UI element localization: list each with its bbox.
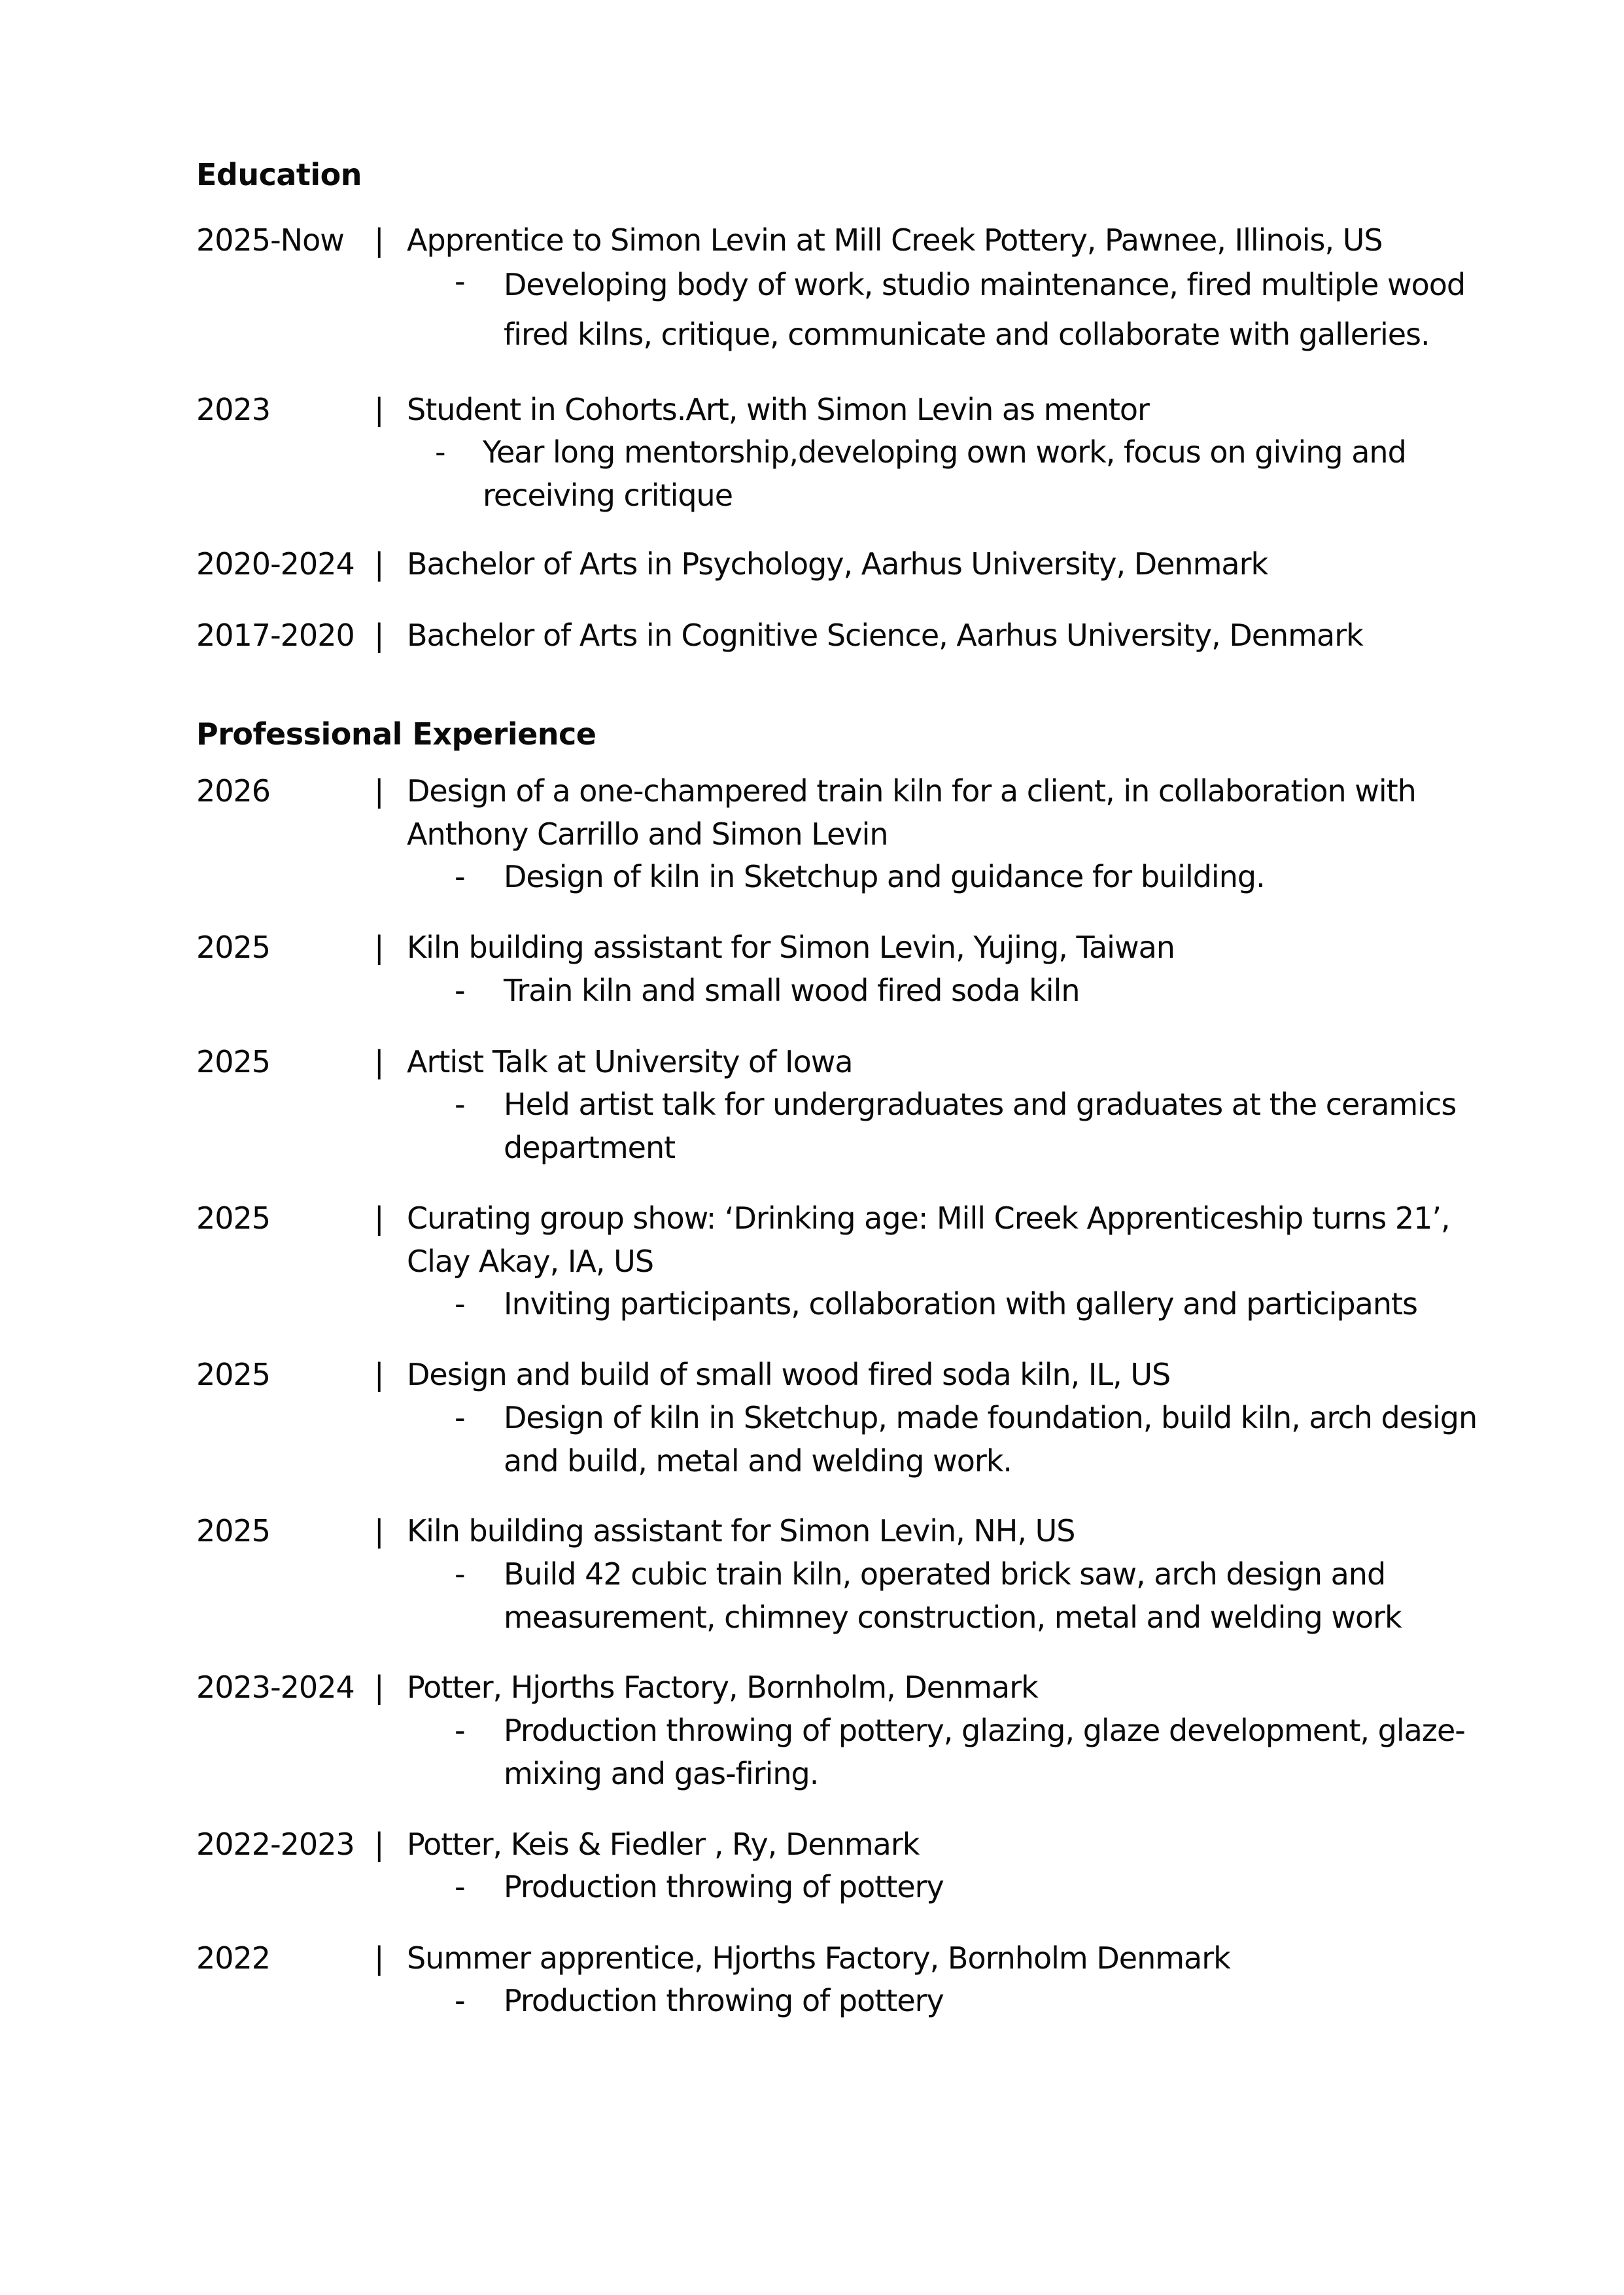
entry-title: Kiln building assistant for Simon Levin, Yujing, Taiwan xyxy=(407,930,1175,965)
entry-year: 2022 xyxy=(196,1940,271,1976)
separator: | xyxy=(374,930,385,965)
entry-year: 2025 xyxy=(196,930,271,965)
entry-title: Artist Talk at University of Iowa xyxy=(407,1044,853,1079)
entry-title: Apprentice to Simon Levin at Mill Creek Pottery, Pawnee, Illinois, US xyxy=(407,222,1383,258)
separator: | xyxy=(374,618,385,653)
experience-heading: Professional Experience xyxy=(196,716,596,752)
entry-title: Summer apprentice, Hjorths Factory, Bornholm Denmark xyxy=(407,1940,1230,1976)
entry-title: Design and build of small wood fired soda kiln, IL, US xyxy=(407,1357,1171,1392)
bullet-dash: - xyxy=(435,434,446,470)
entry-detail: Year long mentorship,developing own work, focus on giving and receiving critique xyxy=(483,434,1406,513)
entry-title: Curating group show: ‘Drinking age: Mill Creek Apprenticeship turns 21’, Clay Akay, IA, US xyxy=(407,1200,1450,1279)
bullet-dash: - xyxy=(455,1556,466,1592)
bullet-dash: - xyxy=(455,1713,466,1748)
separator: | xyxy=(374,1200,385,1236)
entry-year: 2022-2023 xyxy=(196,1827,354,1862)
separator: | xyxy=(374,1044,385,1079)
entry-detail: Production throwing of pottery xyxy=(504,1983,944,2018)
entry-title: Potter, Hjorths Factory, Bornholm, Denmark xyxy=(407,1670,1038,1705)
separator: | xyxy=(374,1940,385,1976)
separator: | xyxy=(374,222,385,258)
entry-year: 2025 xyxy=(196,1200,271,1236)
entry-detail: Design of kiln in Sketchup, made foundation, build kiln, arch design and build, metal and welding work. xyxy=(504,1400,1477,1479)
entry-year: 2023 xyxy=(196,392,271,427)
entry-title: Student in Cohorts.Art, with Simon Levin as mentor xyxy=(407,392,1149,427)
entry-detail: Design of kiln in Sketchup and guidance for building. xyxy=(504,859,1265,894)
separator: | xyxy=(374,1670,385,1705)
bullet-dash: - xyxy=(455,1400,466,1435)
entry-detail: Held artist talk for undergraduates and graduates at the ceramics department xyxy=(504,1087,1457,1165)
entry-year: 2025 xyxy=(196,1357,271,1392)
entry-year: 2020-2024 xyxy=(196,546,354,582)
entry-year: 2023-2024 xyxy=(196,1670,354,1705)
entry-title: Bachelor of Arts in Cognitive Science, Aarhus University, Denmark xyxy=(407,618,1363,653)
entry-title: Design of a one-champered train kiln for a client, in collaboration with Anthony Carrillo and Simon Levin xyxy=(407,773,1416,852)
separator: | xyxy=(374,1827,385,1862)
bullet-dash: - xyxy=(455,1286,466,1322)
bullet-dash: - xyxy=(455,1869,466,1904)
entry-title: Bachelor of Arts in Psychology, Aarhus University, Denmark xyxy=(407,546,1268,582)
separator: | xyxy=(374,1357,385,1392)
entry-year: 2025 xyxy=(196,1513,271,1549)
education-heading: Education xyxy=(196,157,362,192)
entry-detail: Train kiln and small wood fired soda kiln xyxy=(504,973,1080,1008)
separator: | xyxy=(374,773,385,809)
bullet-dash: - xyxy=(455,973,466,1008)
entry-year: 2025-Now xyxy=(196,222,344,258)
separator: | xyxy=(374,392,385,427)
separator: | xyxy=(374,546,385,582)
entry-detail: Build 42 cubic train kiln, operated brick saw, arch design and measurement, chimney construction, metal and welding work xyxy=(504,1556,1402,1635)
bullet-dash: - xyxy=(455,1983,466,2018)
bullet-dash: - xyxy=(455,264,466,299)
entry-year: 2017-2020 xyxy=(196,618,354,653)
entry-title: Potter, Keis & Fiedler , Ry, Denmark xyxy=(407,1827,920,1862)
entry-detail: Developing body of work, studio maintenance, fired multiple wood fired kilns, critique, communicate and collaborate with galleries. xyxy=(504,267,1466,352)
separator: | xyxy=(374,1513,385,1549)
bullet-dash: - xyxy=(455,1087,466,1122)
bullet-dash: - xyxy=(455,859,466,894)
entry-detail: Inviting participants, collaboration with gallery and participants xyxy=(504,1286,1417,1322)
entry-title: Kiln building assistant for Simon Levin, NH, US xyxy=(407,1513,1075,1549)
entry-detail: Production throwing of pottery xyxy=(504,1869,944,1904)
entry-year: 2026 xyxy=(196,773,271,809)
entry-detail: Production throwing of pottery, glazing, glaze development, glaze-mixing and gas-firing. xyxy=(504,1713,1465,1791)
entry-year: 2025 xyxy=(196,1044,271,1079)
